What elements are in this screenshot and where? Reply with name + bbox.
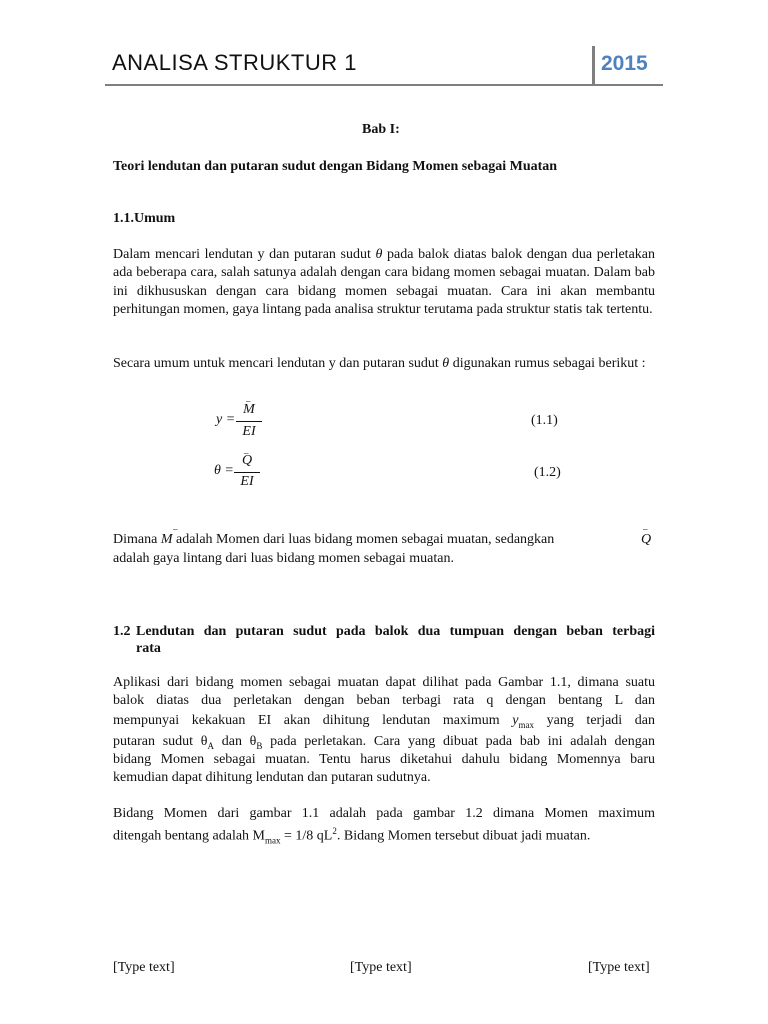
header-year: 2015 <box>601 52 648 75</box>
q-symbol: Q <box>641 532 652 547</box>
bidang-momen-line2-c: . Bidang Momen tersebut dibuat jadi muatan. <box>336 828 591 844</box>
equation-2-numerator: Q <box>241 453 253 468</box>
m-symbol: M <box>160 532 173 547</box>
dimana-text-a: Dimana <box>113 532 161 547</box>
equation-1-number: (1.1) <box>531 413 558 428</box>
bidang-momen-line2-a: ditengah bentang adalah M <box>113 828 266 844</box>
paragraph-formula-text-b: digunakan rumus sebagai berikut : <box>449 356 646 371</box>
chapter-title: Bab I: <box>362 122 400 137</box>
ymax-sub: max <box>518 719 534 730</box>
equation-1-fraction-line <box>236 421 262 422</box>
m-bar-mark: _ <box>173 521 178 531</box>
aplikasi-line5: bidang Momen sebagai muatan. Tentu harus diketahui dahulu bidang Momennya baru <box>113 752 655 767</box>
paragraph-formula-intro <box>113 355 655 373</box>
bidang-momen-line1: Bidang Momen dari gambar 1.1 adalah pada gambar 1.2 dimana Momen maximum <box>113 806 655 821</box>
chapter-subtitle: Teori lendutan dan putaran sudut dengan Bidang Momen sebagai Muatan <box>113 159 558 174</box>
paragraph-dimana-line1 <box>113 531 655 549</box>
bidang-momen-line2-b: = 1/8 qL <box>280 828 333 844</box>
header-divider-vertical <box>592 46 595 84</box>
equation-2-denominator: EI <box>240 474 254 489</box>
equation-1-lhs: y = <box>216 412 236 427</box>
footer-center: [Type text] <box>350 960 412 975</box>
q-bar-mark: _ <box>643 521 648 531</box>
equation-2-fraction-line <box>234 472 260 473</box>
mmax-sub: max <box>265 835 281 846</box>
section-heading-line2: rata <box>136 641 161 656</box>
paragraph-intro-text-b: pada balok diatas balok dengan dua perletakan ada beberapa cara, salah satunya adalah dengan cara bidang momen sebagai muatan. Dalam bab ini dikhususkan dengan cara bidang momen sebagai muatan. Cara ini akan membantu perhitungan momen, gaya lintang pada analisa struktur terutama pada struktur statis tak tertentu. <box>113 247 656 317</box>
section-heading-umum: 1.1.Umum <box>113 211 176 226</box>
bidang-momen-line2 <box>113 822 655 850</box>
section-heading-line1: Lendutan dan putaran sudut pada balok dua tumpuan dengan beban terbagi <box>136 624 655 639</box>
header-divider-horizontal <box>105 84 663 86</box>
theta-symbol: θ <box>442 356 450 371</box>
ymax-y: y <box>512 713 519 728</box>
equation-2-bar-mark: _ <box>244 445 249 455</box>
footer-left: [Type text] <box>113 960 175 975</box>
aplikasi-line1: Aplikasi dari bidang momen sebagai muatan dapat dilihat pada Gambar 1.1, dimana suatu <box>113 675 655 690</box>
equation-1-bar-mark: _ <box>246 393 251 403</box>
equation-1-numerator: M <box>243 402 255 417</box>
aplikasi-line3-b: yang terjadi dan <box>534 713 656 728</box>
aplikasi-line3 <box>113 712 655 734</box>
header-title: ANALISA STRUKTUR 1 <box>112 50 357 75</box>
aplikasi-line3-a: mempunyai kekakuan EI akan dihitung lendutan maximum <box>113 713 513 728</box>
footer-right: [Type text] <box>588 960 650 975</box>
paragraph-intro <box>113 246 655 319</box>
aplikasi-line6: kemudian dapat dihitung lendutan dan putaran sudutnya. <box>113 770 431 785</box>
equation-2-number: (1.2) <box>534 465 561 480</box>
aplikasi-line2: balok diatas dua perletakan dengan beban terbagi rata q dengan bentang L dan <box>113 693 655 708</box>
equation-2-lhs: θ = <box>214 463 234 478</box>
aplikasi-line4-c: pada perletakan. Cara yang dibuat pada bab ini adalah dengan <box>262 734 655 749</box>
dimana-text-b: adalah Momen dari luas bidang momen sebagai muatan, sedangkan <box>172 532 555 547</box>
section-number-1-2: 1.2 <box>113 624 131 639</box>
aplikasi-line4-b: dan θ <box>214 734 257 749</box>
paragraph-dimana-line2: adalah gaya lintang dari luas bidang momen sebagai muatan. <box>113 551 454 566</box>
aplikasi-line4-a: putaran sudut θ <box>113 734 208 749</box>
paragraph-intro-text-a: Dalam mencari lendutan y dan putaran sudut <box>113 247 376 262</box>
equation-1-denominator: EI <box>242 424 256 439</box>
theta-symbol: θ <box>375 247 383 262</box>
paragraph-formula-text-a: Secara umum untuk mencari lendutan y dan putaran sudut <box>113 356 443 371</box>
theta-b-sub: B <box>256 740 263 751</box>
ql-sup: 2 <box>332 826 337 836</box>
theta-a-sub: A <box>207 740 214 751</box>
